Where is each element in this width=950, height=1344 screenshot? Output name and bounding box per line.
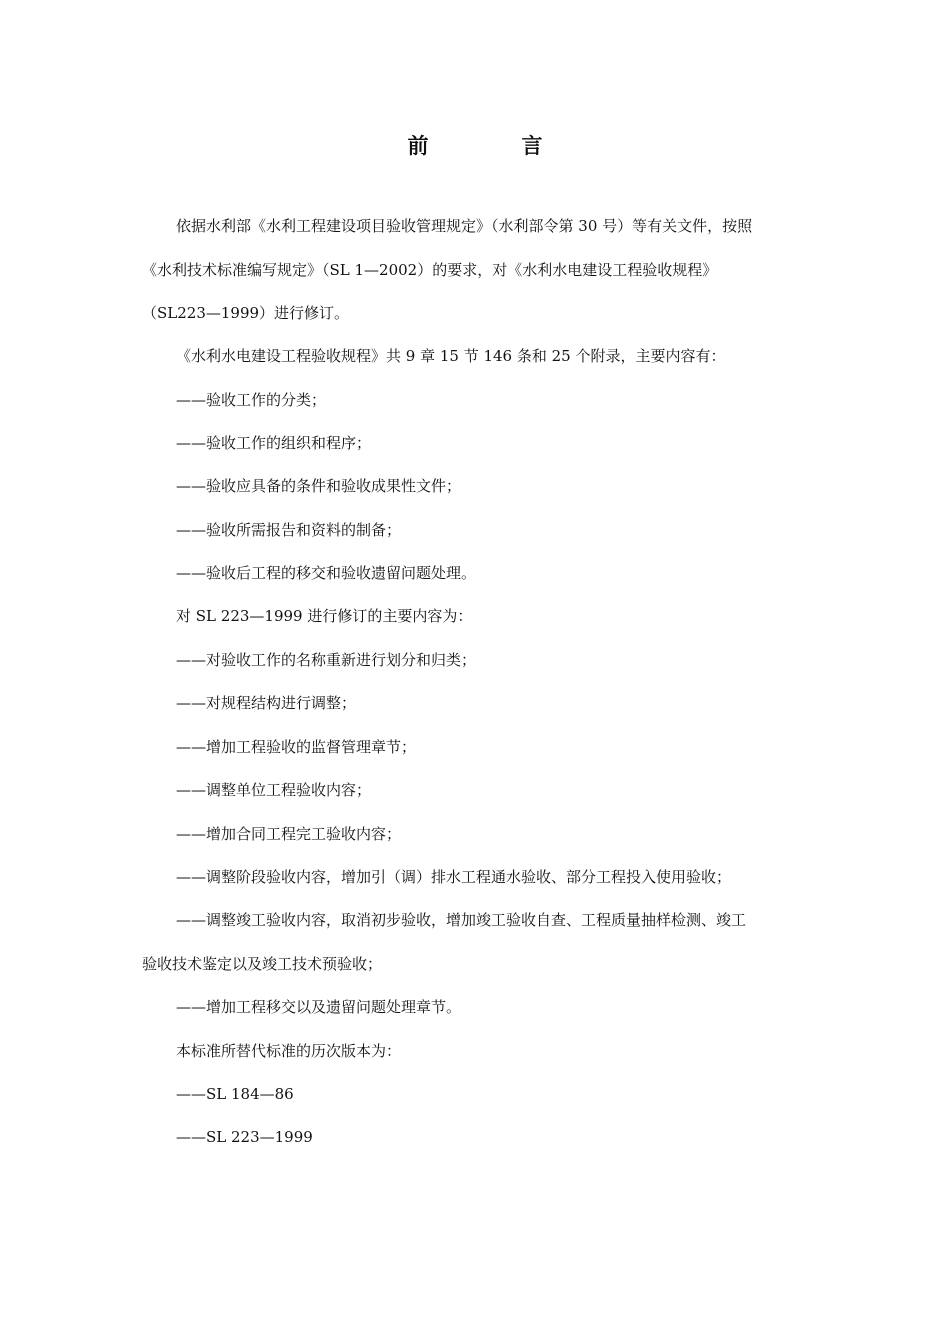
list-item: ——对验收工作的名称重新进行划分和归类； (176, 651, 477, 669)
paragraph-line: 本标准所替代标准的历次版本为： (176, 1042, 402, 1060)
list-item: ——验收应具备的条件和验收成果性文件； (176, 477, 462, 495)
list-item: ——验收后工程的移交和验收遗留问题处理。 (176, 564, 477, 582)
list-item: ——验收所需报告和资料的制备； (176, 521, 402, 539)
list-item-continuation: 验收技术鉴定以及竣工技术预验收； (142, 955, 383, 973)
list-item: ——增加合同工程完工验收内容； (176, 825, 402, 843)
paragraph-line: （SL223—1999）进行修订。 (142, 304, 350, 322)
list-item: ——对规程结构进行调整； (176, 694, 357, 712)
list-item: ——增加工程验收的监督管理章节； (176, 738, 417, 756)
paragraph-line: 依据水利部《水利工程建设项目验收管理规定》（水利部令第 30 号）等有关文件，按照 (176, 217, 753, 235)
page-title: 前 言 (407, 133, 579, 158)
list-item: ——增加工程移交以及遗留问题处理章节。 (176, 998, 462, 1016)
version-item: ——SL 223—1999 (176, 1128, 313, 1146)
paragraph-line: 《水利技术标准编写规定》（SL 1—2002）的要求，对《水利水电建设工程验收规程》 (142, 261, 718, 279)
paragraph-line: 《水利水电建设工程验收规程》共 9 章 15 节 146 条和 25 个附录，主要内容有： (176, 347, 726, 365)
list-item: ——验收工作的组织和程序； (176, 434, 372, 452)
paragraph-line: 对 SL 223—1999 进行修订的主要内容为： (176, 607, 473, 625)
version-item: ——SL 184—86 (176, 1085, 294, 1103)
list-item: ——调整阶段验收内容，增加引（调）排水工程通水验收、部分工程投入使用验收； (176, 868, 732, 886)
list-item: ——验收工作的分类； (176, 391, 327, 409)
list-item: ——调整竣工验收内容，取消初步验收，增加竣工验收自查、工程质量抽样检测、竣工 (176, 911, 747, 929)
list-item: ——调整单位工程验收内容； (176, 781, 372, 799)
